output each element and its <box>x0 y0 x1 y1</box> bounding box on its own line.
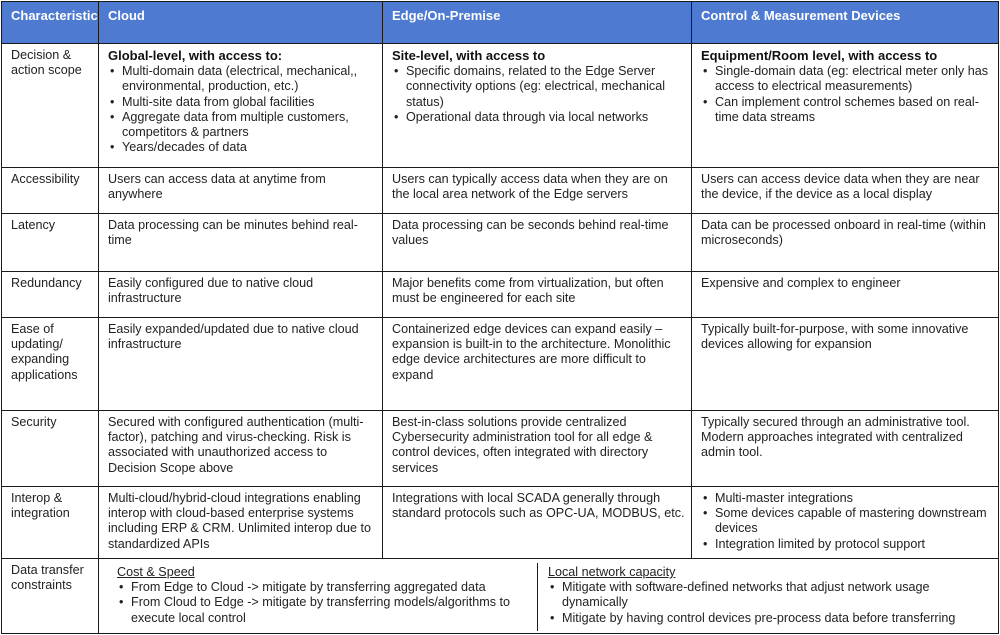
cell-edge: Data processing can be seconds behind real-time values <box>383 214 692 272</box>
list-item: • Multi-master integrations <box>701 491 992 506</box>
list-item: • Years/decades of data <box>108 140 376 155</box>
cell-heading: Cost & Speed <box>117 565 195 579</box>
cost-speed-block <box>108 563 538 631</box>
row-label: Redundancy <box>2 272 99 318</box>
cell-edge: Integrations with local SCADA generally through standard protocols such as OPC-UA, MODBUS, etc. <box>383 487 692 559</box>
cell-cloud: Easily configured due to native cloud infrastructure <box>99 272 383 318</box>
bullet-list <box>117 580 531 626</box>
cell-heading: Global-level, with access to: <box>108 48 283 63</box>
cell-heading: Local network capacity <box>548 565 676 579</box>
cell-devices <box>692 487 999 559</box>
row-ease-of-updating <box>2 318 999 411</box>
network-capacity-block <box>538 563 992 631</box>
cell-edge: Containerized edge devices can expand easily – expansion is built-in to the architecture. Monolithic edge device architectures are more difficult to expand <box>383 318 692 411</box>
row-label: Decision & action scope <box>2 44 99 168</box>
cell-devices: Data can be processed onboard in real-time (within microseconds) <box>692 214 999 272</box>
list-item: • Multi-domain data (electrical, mechanical,, environmental, production, etc.) <box>108 64 376 94</box>
cell-edge: Major benefits come from virtualization, but often must be engineered for each site <box>383 272 692 318</box>
list-item: • From Cloud to Edge -> mitigate by transferring models/algorithms to execute local control <box>117 595 531 625</box>
comparison-table <box>1 1 999 634</box>
list-item: • Single-domain data (eg: electrical meter only has access to electrical measurements) <box>701 64 992 94</box>
cell-cloud: Data processing can be minutes behind real-time <box>99 214 383 272</box>
cell-data-transfer <box>99 559 999 634</box>
header-row <box>2 2 999 44</box>
list-item: • Multi-site data from global facilities <box>108 95 376 110</box>
cell-devices <box>692 44 999 168</box>
row-data-transfer <box>2 559 999 634</box>
list-item: • Mitigate with software-defined networks that adjust network usage dynamically <box>548 580 986 610</box>
cell-devices: Expensive and complex to engineer <box>692 272 999 318</box>
list-item: • From Edge to Cloud -> mitigate by transferring aggregated data <box>117 580 531 595</box>
row-label: Data transfer constraints <box>2 559 99 634</box>
row-label: Security <box>2 411 99 487</box>
cell-devices: Typically secured through an administrative tool. Modern approaches integrated with centralized admin tool. <box>692 411 999 487</box>
bullet-list <box>392 64 685 125</box>
bullet-list <box>701 491 992 552</box>
list-item: • Integration limited by protocol support <box>701 537 992 552</box>
list-item: • Can implement control schemes based on real-time data streams <box>701 95 992 125</box>
header-devices: Control & Measurement Devices <box>692 2 999 44</box>
list-item: • Specific domains, related to the Edge Server connectivity options (eg: electrical, mechanical status) <box>392 64 685 110</box>
list-item: • Mitigate by having control devices pre-process data before transferring <box>548 611 986 626</box>
row-label: Interop & integration <box>2 487 99 559</box>
cell-heading: Site-level, with access to <box>392 48 546 63</box>
row-redundancy <box>2 272 999 318</box>
cell-cloud: Users can access data at anytime from anywhere <box>99 168 383 214</box>
row-label: Ease of updating/ expanding applications <box>2 318 99 411</box>
row-label: Latency <box>2 214 99 272</box>
cell-cloud: Multi-cloud/hybrid-cloud integrations enabling interop with cloud-based enterprise systems including ERP & CRM. Unlimited interop due to standardized APIs <box>99 487 383 559</box>
cell-cloud <box>99 44 383 168</box>
row-interop <box>2 487 999 559</box>
row-decision-scope <box>2 44 999 168</box>
bullet-list <box>701 64 992 125</box>
list-item: • Some devices capable of mastering downstream devices <box>701 506 992 536</box>
cell-devices: Users can access device data when they are near the device, if the device as a local display <box>692 168 999 214</box>
header-cloud: Cloud <box>99 2 383 44</box>
row-security <box>2 411 999 487</box>
cell-edge <box>383 44 692 168</box>
cell-edge: Best-in-class solutions provide centralized Cybersecurity administration tool for all edge & control devices, often integrated with directory services <box>383 411 692 487</box>
cell-heading: Equipment/Room level, with access to <box>701 48 938 63</box>
row-label: Accessibility <box>2 168 99 214</box>
cell-edge: Users can typically access data when they are on the local area network of the Edge servers <box>383 168 692 214</box>
cell-cloud: Secured with configured authentication (multi-factor), patching and virus-checking. Risk is associated with unauthorized access to Decision Scope above <box>99 411 383 487</box>
row-latency <box>2 214 999 272</box>
cell-cloud: Easily expanded/updated due to native cloud infrastructure <box>99 318 383 411</box>
header-edge: Edge/On-Premise <box>383 2 692 44</box>
bullet-list <box>548 580 986 626</box>
list-item: • Operational data through via local networks <box>392 110 685 125</box>
list-item: • Aggregate data from multiple customers, competitors & partners <box>108 110 376 140</box>
bullet-list <box>108 64 376 155</box>
header-characteristic: Characteristic <box>2 2 99 44</box>
row-accessibility <box>2 168 999 214</box>
cell-devices: Typically built-for-purpose, with some innovative devices allowing for expansion <box>692 318 999 411</box>
